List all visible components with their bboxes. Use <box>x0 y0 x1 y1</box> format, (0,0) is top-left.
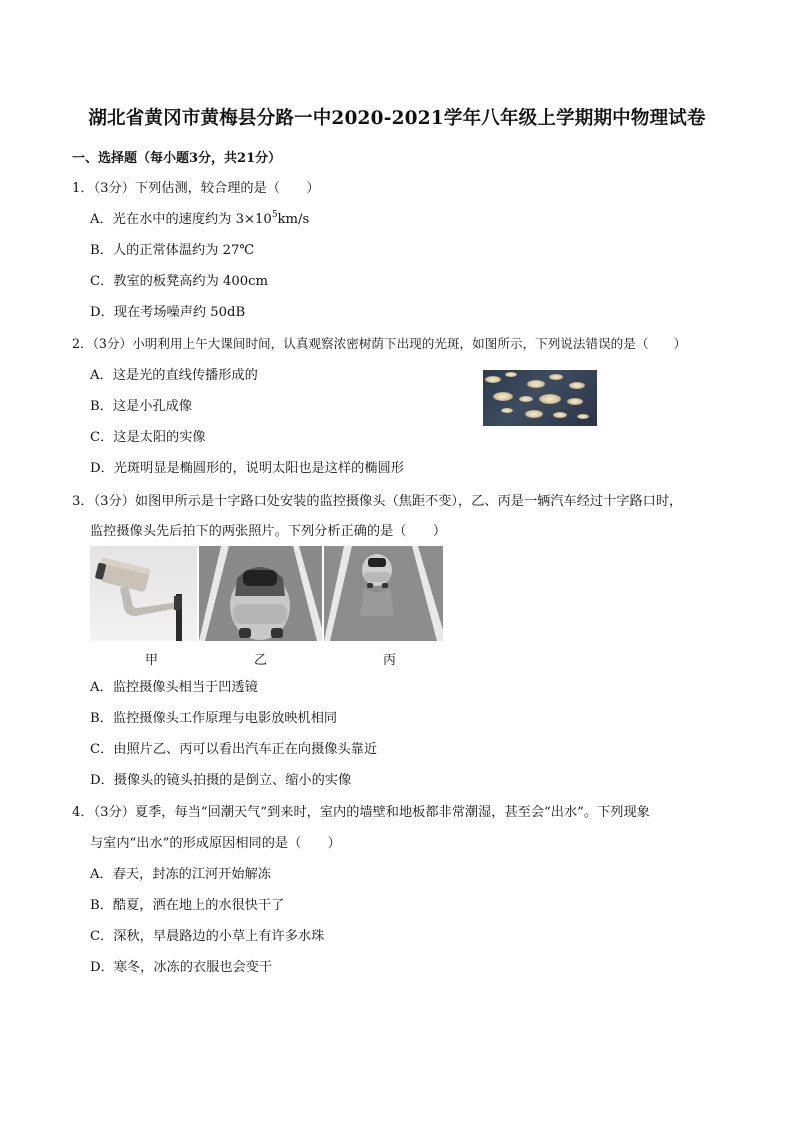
q4-option-a: A．春天，封冻的江河开始解冻 <box>90 867 271 882</box>
q2-stem: 2．（3分）小明利用上午大课间时间，认真观察浓密树荫下出现的光斑，如图所示，下列说法错误的是（ ） <box>72 336 687 351</box>
page-title: 湖北省黄冈市黄梅县分路一中2020-2021学年八年级上学期期中物理试卷 <box>88 108 706 129</box>
q3-option-a: A．监控摄像头相当于凹透镜 <box>90 680 258 695</box>
q3-stem-line2: 监控摄像头先后拍下的两张照片。下列分析正确的是（ ） <box>90 524 447 539</box>
q2-option-b: B．这是小孔成像 <box>90 399 193 414</box>
q1-option-a-text: A．光在水中的速度约为 3×10 <box>90 212 272 227</box>
q4-option-d: D．寒冬，冰冻的衣服也会变干 <box>90 960 273 975</box>
q3-option-d: D．摄像头的镜头拍摄的是倒立、缩小的实像 <box>90 773 352 788</box>
q3-stem-line1: 3．（3分）如图甲所示是十字路口处安装的监控摄像头（焦距不变），乙、丙是一辆汽车经过十字路口时， <box>72 494 683 509</box>
surveillance-camera-image <box>90 546 197 641</box>
q2-option-d: D．光斑明显是椭圆形的，说明太阳也是这样的椭圆形 <box>90 461 404 476</box>
q1-stem: 1．（3分）下列估测，较合理的是（ ） <box>72 181 320 196</box>
caption-jia: 甲 <box>145 653 159 668</box>
car-photo-yi <box>199 546 322 641</box>
q4-stem-line2: 与室内“出水”的形成原因相同的是（ ） <box>90 836 341 851</box>
q1-option-b: B．人的正常体温约为 27℃ <box>90 243 255 258</box>
caption-bing: 丙 <box>383 653 397 668</box>
caption-yi: 乙 <box>254 653 268 668</box>
q1-option-a <box>90 208 309 227</box>
q1-option-d: D．现在考场噪声约 50dB <box>90 305 246 320</box>
car-photo-bing <box>324 546 443 641</box>
q3-option-c: C．由照片乙、丙可以看出汽车正在向摄像头靠近 <box>90 742 378 757</box>
q2-option-c: C．这是太阳的实像 <box>90 430 206 445</box>
light-spots-photo <box>483 370 597 426</box>
section-heading: 一、选择题（每小题3分，共21分） <box>72 151 282 166</box>
q2-option-a: A．这是光的直线传播形成的 <box>90 368 258 383</box>
q1-option-a-unit: km/s <box>277 212 310 227</box>
q4-option-c: C．深秋，早晨路边的小草上有许多水珠 <box>90 929 325 944</box>
q4-stem-line1: 4．（3分）夏季，每当“回潮天气”到来时，室内的墙壁和地板都非常潮湿，甚至会“出水”。下列现象 <box>72 805 650 820</box>
q3-option-b: B．监控摄像头工作原理与电影放映机相同 <box>90 711 338 726</box>
q1-option-a-exponent: 5 <box>271 210 278 220</box>
q4-option-b: B．酷夏，洒在地上的水很快干了 <box>90 898 285 913</box>
q1-option-c: C．教室的板凳高约为 400cm <box>90 274 269 289</box>
